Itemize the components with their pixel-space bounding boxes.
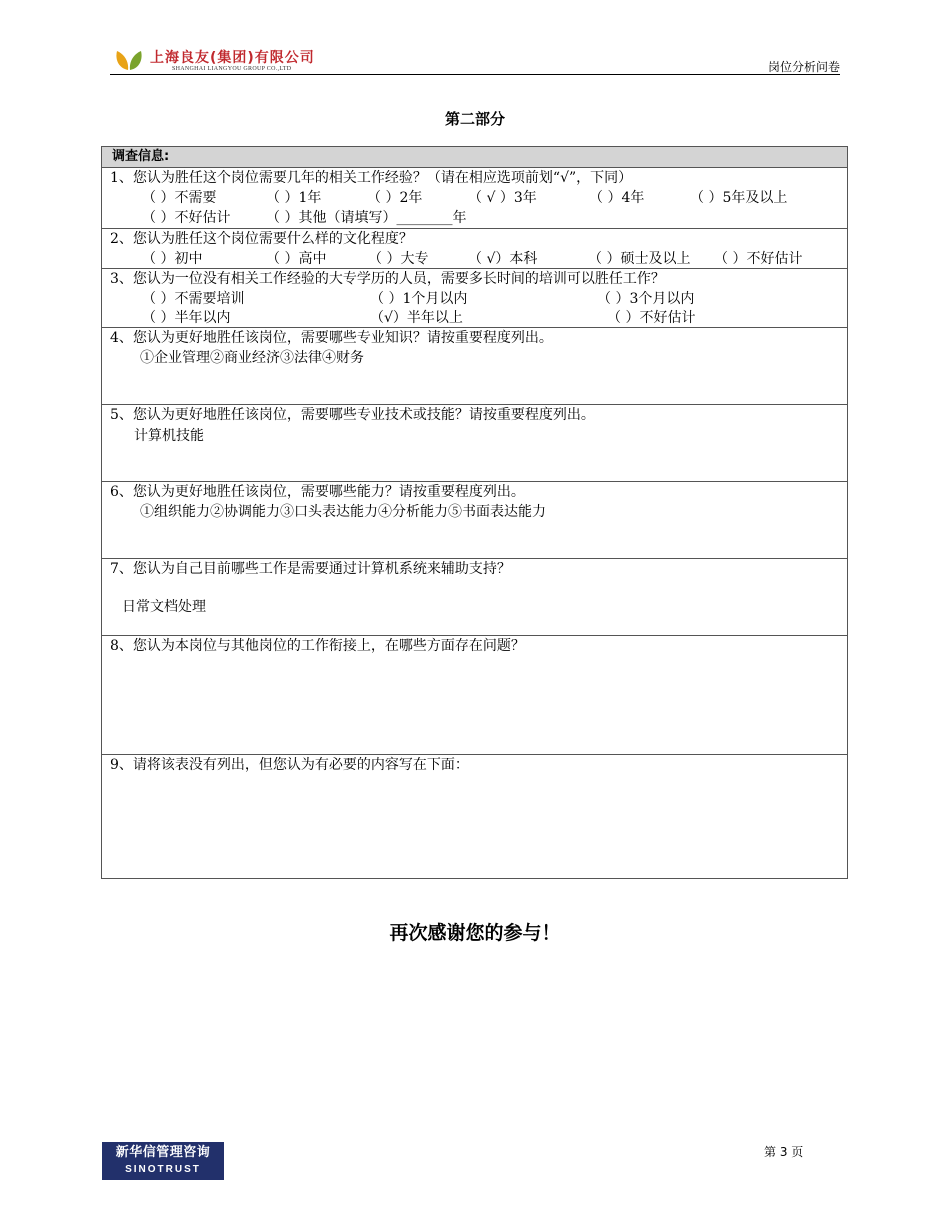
q2-option-unknown[interactable]: （ ）不好估计 [714,251,803,267]
q1-option-5yr-plus[interactable]: （ ）5年及以上 [690,190,788,206]
question-3-text: 3、您认为一位没有相关工作经验的大专学历的人员，需要多长时间的培训可以胜任工作？ [110,271,665,287]
q3-option-3-months[interactable]: （ ）3个月以内 [597,291,695,307]
q2-option-junior[interactable]: （ ）初中 [142,251,203,267]
consultancy-logo [102,1142,224,1180]
question-5-text: 5、您认为更好地胜任该岗位，需要哪些专业技术或技能？请按重要程度列出。 [110,407,595,423]
question-6-text: 6、您认为更好地胜任该岗位，需要哪些能力？请按重要程度列出。 [110,484,525,500]
q1-option-4yr[interactable]: （ ）4年 [589,190,645,206]
company-name-cn: 上海良友(集团)有限公司 [150,50,315,66]
q1-option-1yr[interactable]: （ ）1年 [266,190,322,206]
question-3-row [102,268,847,327]
question-6-answer[interactable]: ①组织能力②协调能力③口头表达能力④分析能力⑤书面表达能力 [140,504,546,520]
question-9-row [102,754,847,878]
question-8-text: 8、您认为本岗位与其他岗位的工作衔接上，在哪些方面存在问题？ [110,638,525,654]
q2-option-senior[interactable]: （ ）高中 [266,251,327,267]
section-title: 第二部分 [444,110,505,128]
q1-option-unknown[interactable]: （ ）不好估计 [142,210,231,226]
q3-option-unknown[interactable]: （ ）不好估计 [607,310,696,326]
question-2-row [102,228,847,268]
question-4-row [102,327,847,404]
q2-option-bachelor[interactable]: （ √）本科 [468,251,538,267]
survey-header-label: 调查信息: [112,149,170,164]
q1-option-2yr[interactable]: （ ）2年 [367,190,423,206]
q1-option-none[interactable]: （ ）不需要 [142,190,217,206]
doc-title: 岗位分析问卷 [767,60,840,74]
page-number: 第 3 页 [764,1145,804,1159]
question-4-text: 4、您认为更好地胜任该岗位，需要哪些专业知识？请按重要程度列出。 [110,330,553,346]
consultancy-logo-en: SINOTRUST [125,1164,201,1175]
q1-option-3yr[interactable]: （ √ ）3年 [468,190,537,206]
q1-option-other[interactable]: （ ）其他（请填写）________年 [266,210,467,226]
thanks-message: 再次感谢您的参与！ [389,922,561,944]
q2-option-college[interactable]: （ ）大专 [368,251,429,267]
q2-option-master[interactable]: （ ）硕士及以上 [588,251,691,267]
question-5-answer[interactable]: 计算机技能 [134,428,204,444]
q3-option-1-month[interactable]: （ ）1个月以内 [370,291,468,307]
question-4-answer[interactable]: ①企业管理②商业经济③法律④财务 [140,350,364,366]
question-1-row [102,167,847,228]
leaf-logo-icon [114,48,144,72]
company-name-en: SHANGHAI LIANGYOU GROUP CO.,LTD [172,66,292,72]
consultancy-logo-cn: 新华信管理咨询 [115,1145,211,1160]
question-6-row [102,481,847,558]
survey-table [101,146,848,879]
q3-option-half-year[interactable]: （ ）半年以内 [142,310,231,326]
q3-option-over-half-year[interactable]: （√）半年以上 [370,310,463,326]
header-divider [110,74,840,75]
question-7-answer[interactable]: 日常文档处理 [122,599,206,615]
question-8-row [102,635,847,754]
q3-option-no-training[interactable]: （ ）不需要培训 [142,291,245,307]
table-header-row [102,147,847,167]
question-7-text: 7、您认为自己目前哪些工作是需要通过计算机系统来辅助支持？ [110,561,511,577]
question-1-text: 1、您认为胜任这个岗位需要几年的相关工作经验？（请在相应选项前划“√”，下同） [110,170,633,186]
question-9-text: 9、请将该表没有列出，但您认为有必要的内容写在下面： [110,757,469,773]
question-7-row [102,558,847,635]
question-5-row [102,404,847,481]
question-2-text: 2、您认为胜任这个岗位需要什么样的文化程度？ [110,231,413,247]
